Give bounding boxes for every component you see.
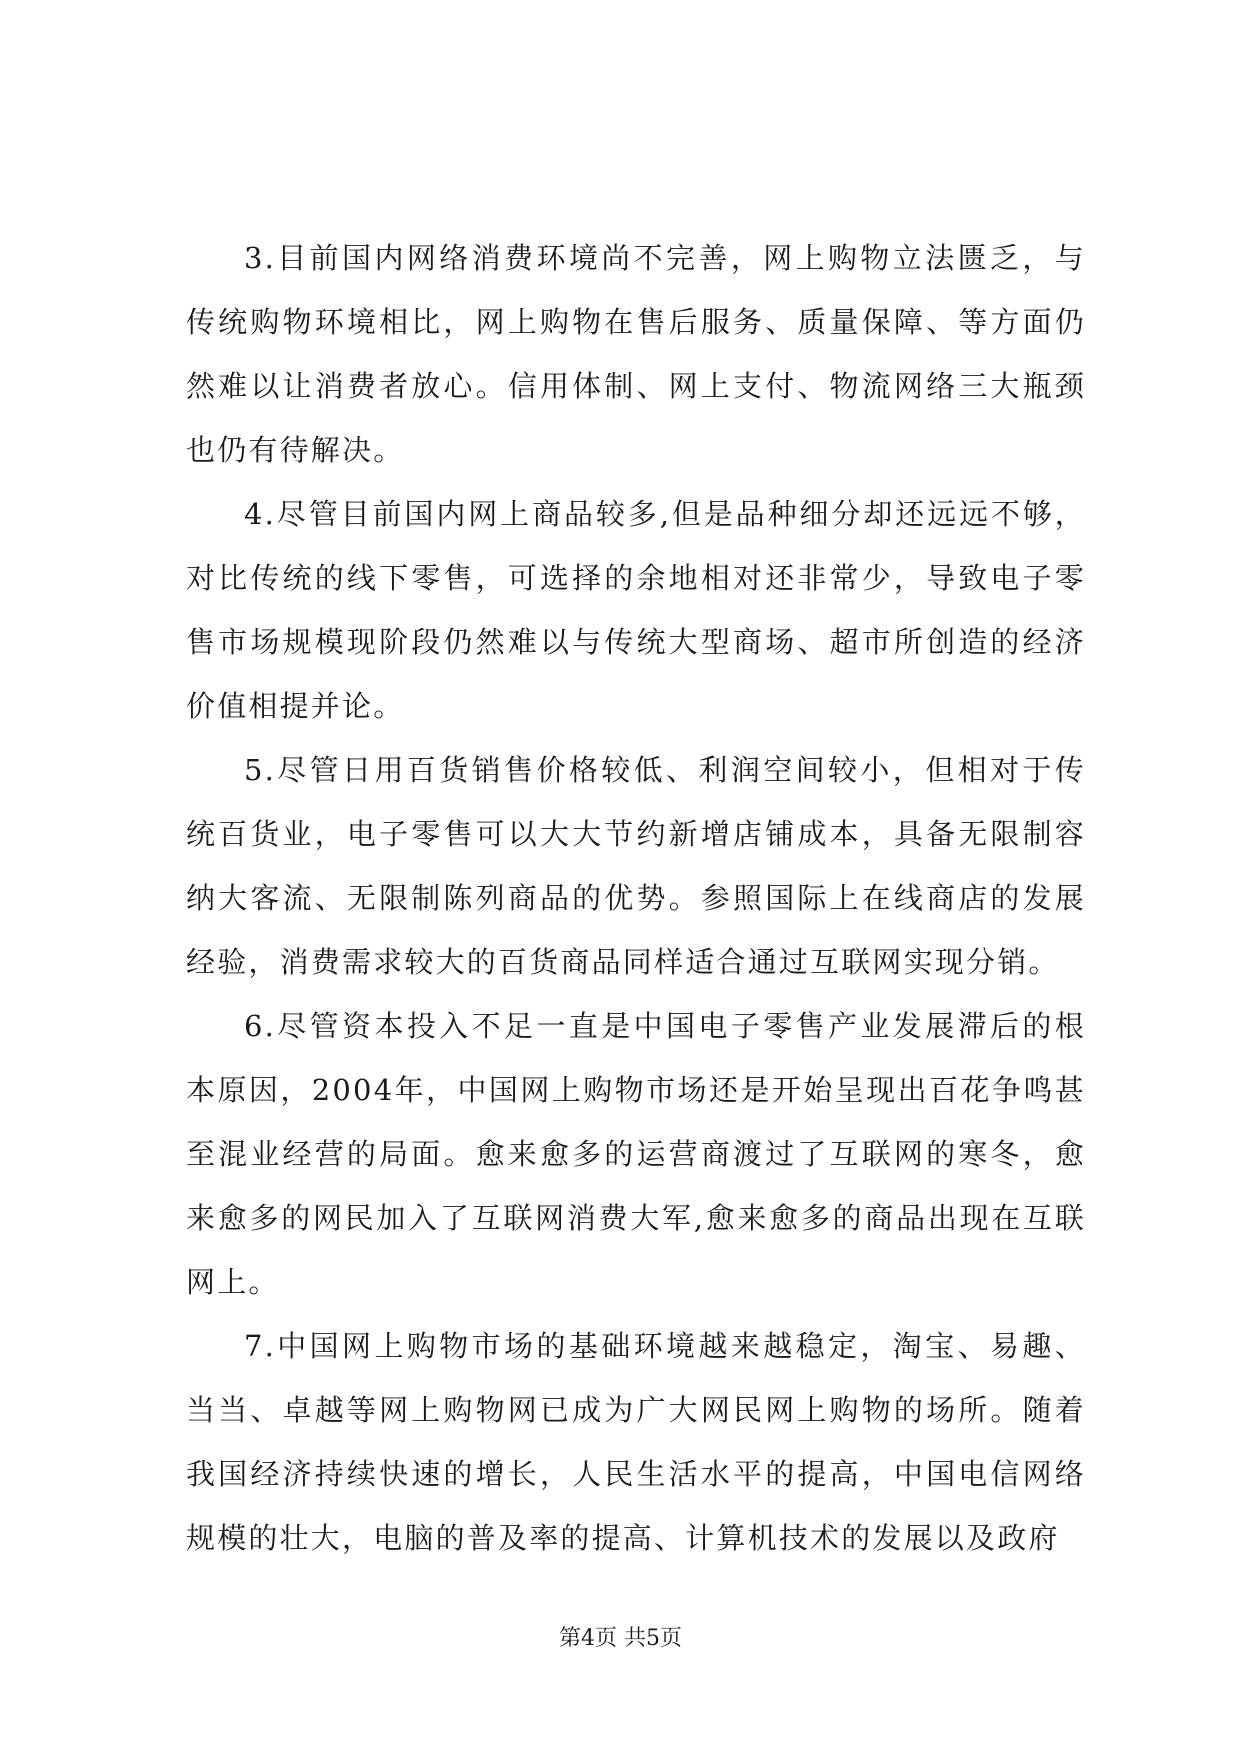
paragraph-4: 4.尽管目前国内网上商品较多,但是品种细分却还远远不够，对比传统的线下零售，可选择的余地相对还非常少，导致电子零售市场规模现阶段仍然难以与传统大型商场、超市所创造的经济价值相提并论。 bbox=[186, 497, 1086, 723]
paragraph-3: 3.目前国内网络消费环境尚不完善，网上购物立法匮乏，与传统购物环境相比，网上购物在售后服务、质量保障、等方面仍然难以让消费者放心。信用体制、网上支付、物流网络三大瓶颈也仍有待解决。 bbox=[186, 241, 1086, 467]
document-body bbox=[186, 226, 1086, 1570]
page-number-footer: 第4页 共5页 bbox=[559, 1626, 682, 1651]
paragraph-7: 7.中国网上购物市场的基础环境越来越稳定，淘宝、易趣、当当、卓越等网上购物网已成为广大网民网上购物的场所。随着我国经济持续快速的增长，人民生活水平的提高，中国电信网络规模的壮大，电脑的普及率的提高、计算机技术的发展以及政府 bbox=[186, 1329, 1086, 1555]
paragraph-5: 5.尽管日用百货销售价格较低、利润空间较小，但相对于传统百货业，电子零售可以大大节约新增店铺成本，具备无限制容纳大客流、无限制陈列商品的优势。参照国际上在线商店的发展经验，消费需求较大的百货商品同样适合通过互联网实现分销。 bbox=[186, 753, 1086, 979]
paragraph-6: 6.尽管资本投入不足一直是中国电子零售产业发展滞后的根本原因，2004年，中国网上购物市场还是开始呈现出百花争鸣甚至混业经营的局面。愈来愈多的运营商渡过了互联网的寒冬，愈来愈多的网民加入了互联网消费大军,愈来愈多的商品出现在互联网上。 bbox=[186, 1009, 1086, 1299]
